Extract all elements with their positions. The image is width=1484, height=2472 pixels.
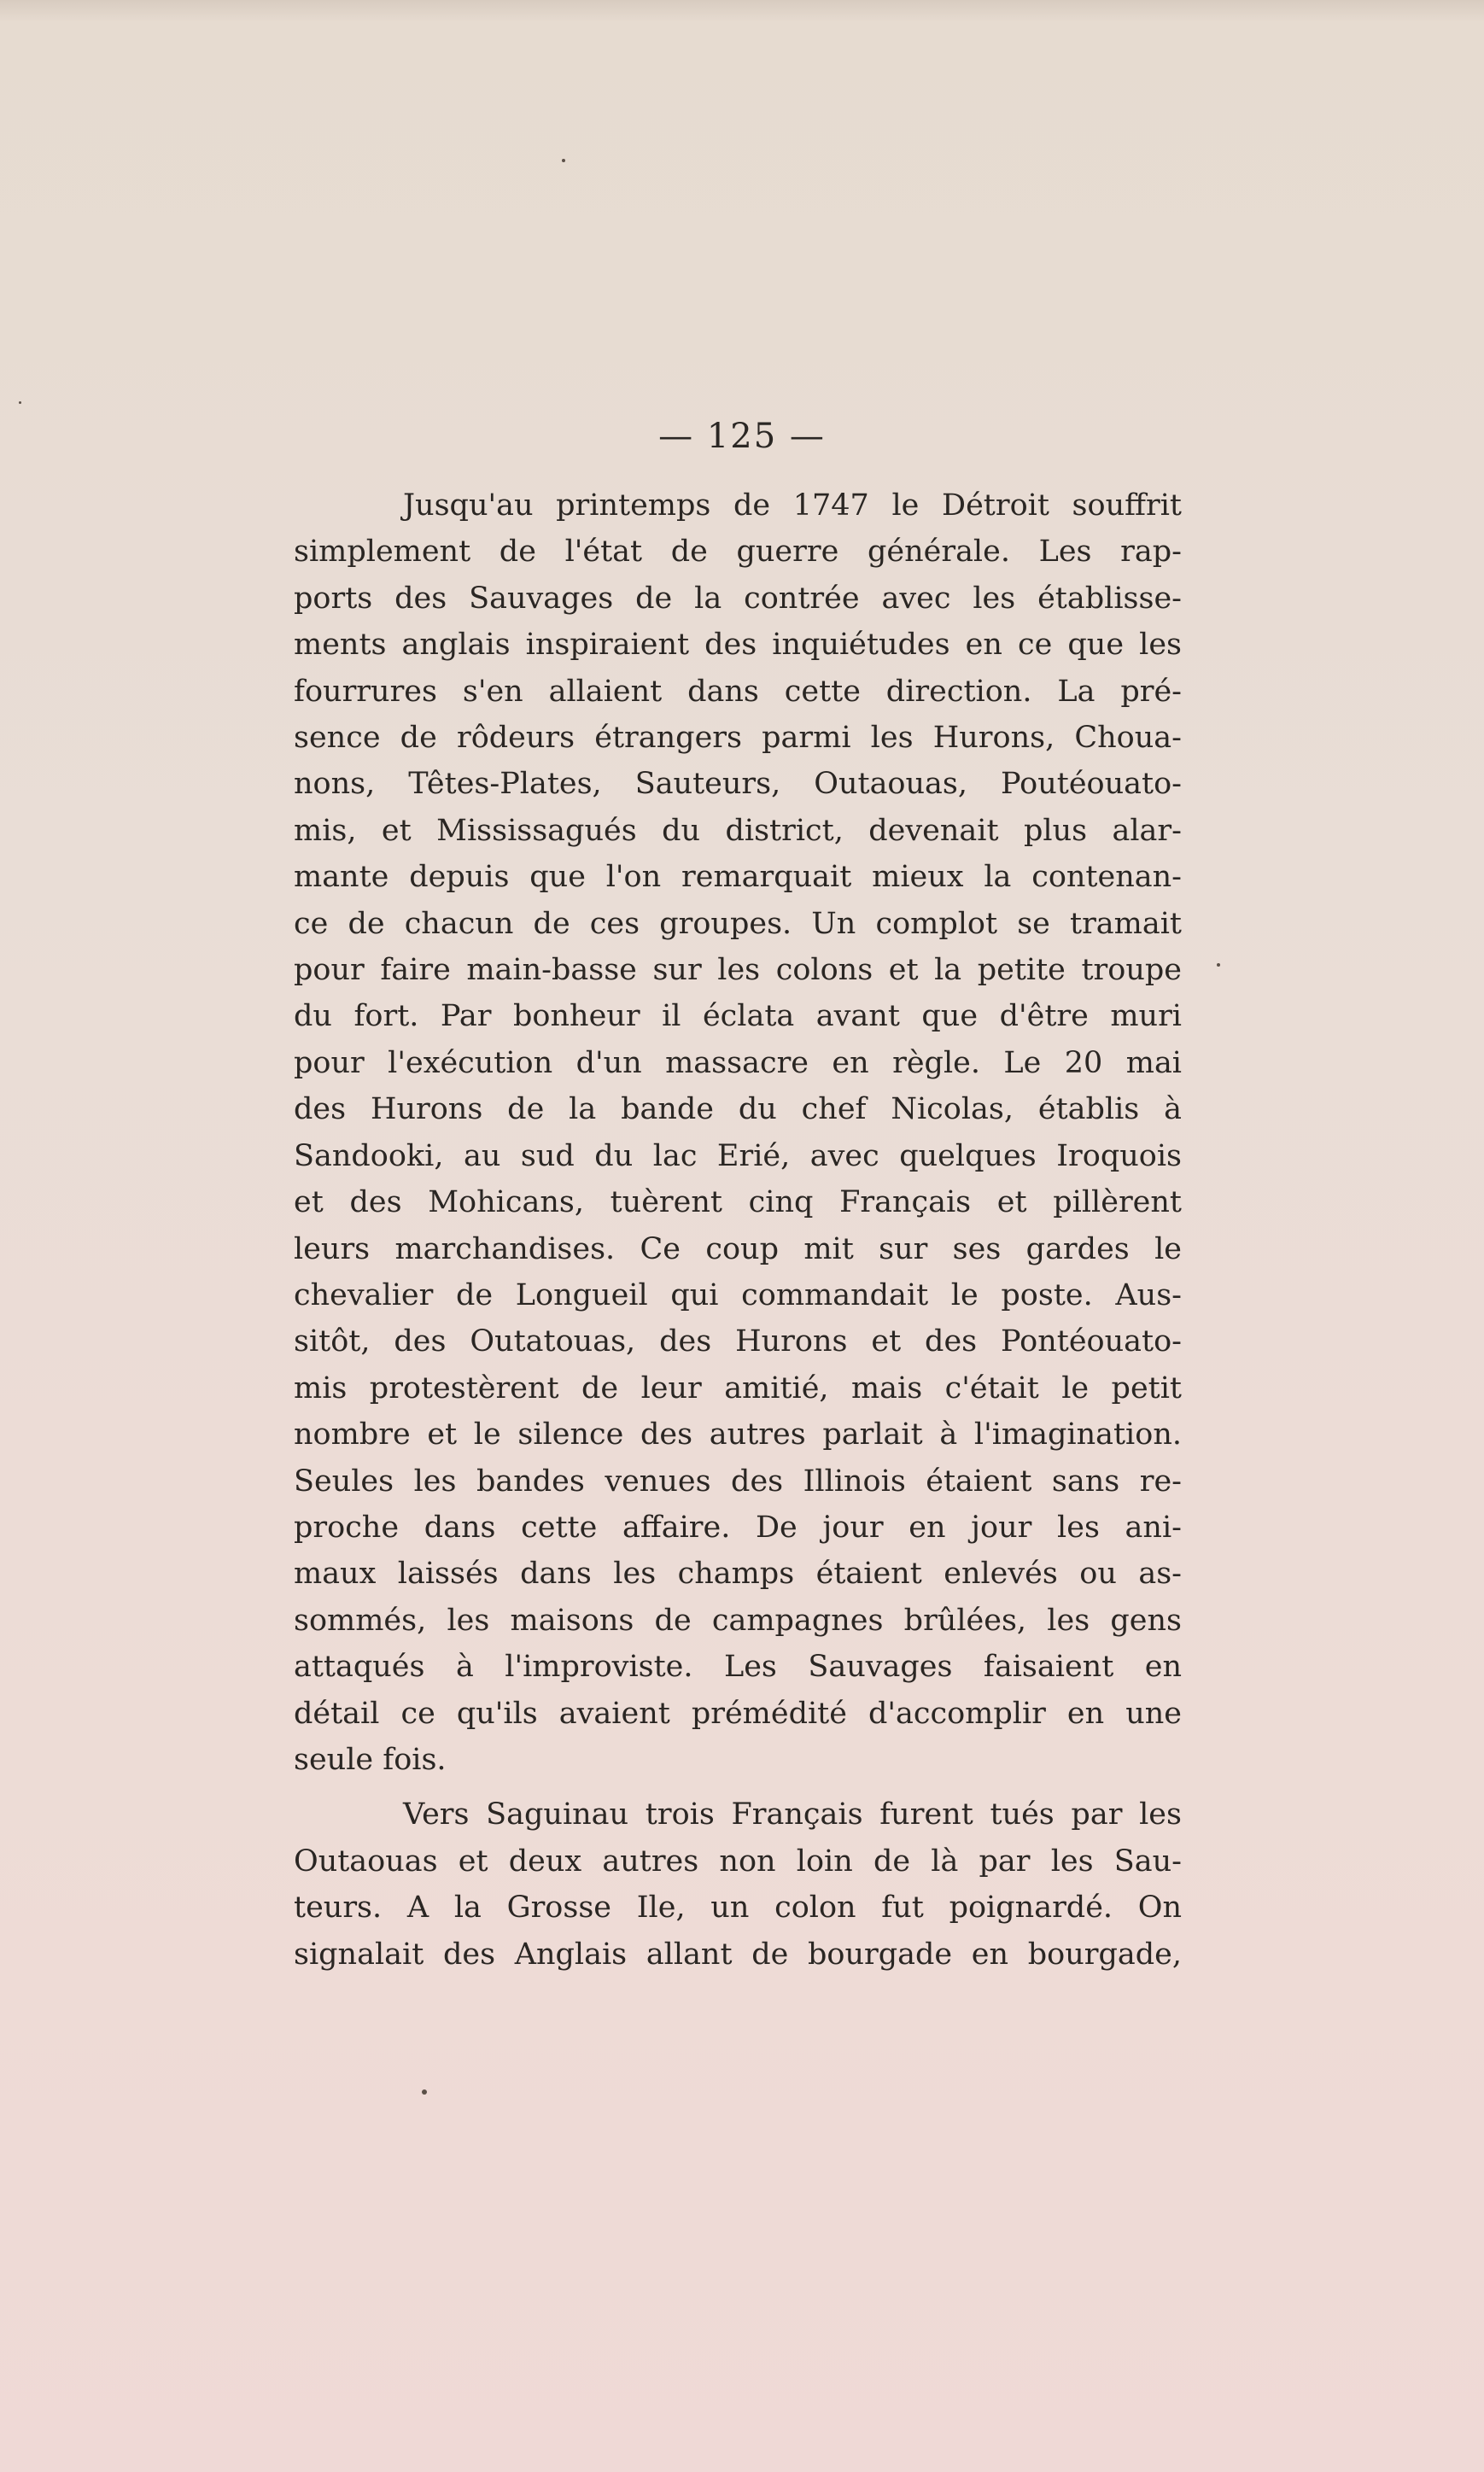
text-line: Vers Saguinau trois Français furent tués par les	[403, 1797, 1182, 1832]
paragraph-1	[294, 482, 1182, 1783]
body-text	[294, 482, 1182, 1978]
text-line: mis protestèrent de leur amitié, mais c'était le petit	[294, 1370, 1182, 1405]
page-top-edge	[0, 0, 1484, 22]
text-line: fourrures s'en allaient dans cette direction. La pré-	[294, 674, 1182, 709]
text-line: mis, et Mississagués du district, devenait plus alar-	[294, 813, 1182, 848]
text-line: nons, Têtes-Plates, Sauteurs, Outaouas, Poutéouato-	[294, 767, 1182, 802]
paragraph-gap	[294, 1783, 1182, 1791]
text-line: simplement de l'état de guerre générale. Les rap-	[294, 535, 1182, 570]
text-line: leurs marchandises. Ce coup mit sur ses gardes le	[294, 1231, 1182, 1266]
text-line: nombre et le silence des autres parlait à l'imagination.	[294, 1417, 1182, 1452]
text-line: chevalier de Longueil qui commandait le poste. Aus-	[294, 1277, 1182, 1312]
text-line: seule fois.	[294, 1742, 447, 1777]
paragraph-2	[294, 1791, 1182, 1978]
text-line: ports des Sauvages de la contrée avec les établisse-	[294, 581, 1182, 616]
text-line: Outaouas et deux autres non loin de là par les Sau-	[294, 1844, 1182, 1879]
text-line: et des Mohicans, tuèrent cinq Français et pillèrent	[294, 1185, 1182, 1220]
page-number: — 125 —	[658, 417, 826, 456]
paper-speck	[1217, 963, 1220, 967]
paper-speck	[19, 401, 21, 404]
text-line: Jusqu'au printemps de 1747 le Détroit souffrit	[403, 488, 1182, 523]
text-line: Seules les bandes venues des Illinois étaient sans re-	[294, 1464, 1182, 1499]
text-line: du fort. Par bonheur il éclata avant que d'être muri	[294, 999, 1182, 1034]
text-line: pour faire main-basse sur les colons et la petite troupe	[294, 953, 1182, 988]
text-line: attaqués à l'improviste. Les Sauvages faisaient en	[294, 1650, 1182, 1685]
paper-speck	[562, 159, 565, 162]
text-line: ments anglais inspiraient des inquiétudes en ce que les	[294, 628, 1182, 663]
text-line: sitôt, des Outatouas, des Hurons et des Pontéouato-	[294, 1324, 1182, 1359]
text-line: sommés, les maisons de campagnes brûlées, les gens	[294, 1603, 1182, 1638]
text-line: pour l'exécution d'un massacre en règle. Le 20 mai	[294, 1045, 1182, 1080]
text-line: ce de chacun de ces groupes. Un complot se tramait	[294, 906, 1182, 941]
text-line: mante depuis que l'on remarquait mieux la contenan-	[294, 860, 1182, 895]
text-line: détail ce qu'ils avaient prémédité d'accomplir en une	[294, 1696, 1182, 1731]
text-line: sence de rôdeurs étrangers parmi les Hurons, Choua-	[294, 721, 1182, 756]
paper-speck	[422, 2089, 427, 2095]
text-line: maux laissés dans les champs étaient enlevés ou as-	[294, 1557, 1182, 1592]
text-line: proche dans cette affaire. De jour en jour les ani-	[294, 1510, 1182, 1545]
text-line: teurs. A la Grosse Ile, un colon fut poignardé. On	[294, 1891, 1182, 1926]
text-line: des Hurons de la bande du chef Nicolas, établis à	[294, 1092, 1182, 1127]
text-line: Sandooki, au sud du lac Erié, avec quelques Iroquois	[294, 1138, 1182, 1173]
text-line: signalait des Anglais allant de bourgade en bourgade,	[294, 1937, 1182, 1972]
